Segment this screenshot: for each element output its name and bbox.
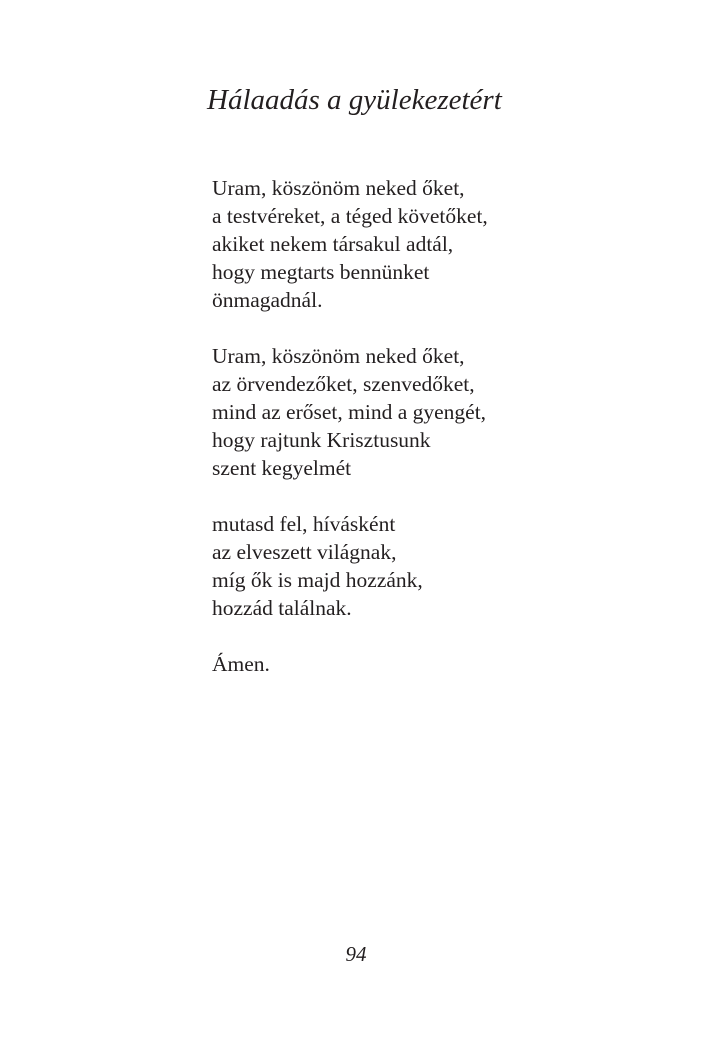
poem-line: önmagadnál. [212, 288, 323, 312]
poem-line: Uram, köszönöm neked őket, [212, 344, 465, 368]
stanza-4 [212, 650, 652, 678]
poem-line: míg ők is majd hozzánk, [212, 568, 423, 592]
poem-line: hogy rajtunk Krisztusunk [212, 428, 431, 452]
poem-body [212, 174, 652, 706]
poem-line: hozzád találnak. [212, 596, 352, 620]
stanza-3 [212, 510, 652, 622]
page-number: 94 [345, 942, 367, 966]
poem-line: mind az erőset, mind a gyengét, [212, 400, 487, 424]
poem-line: Uram, köszönöm neked őket, [212, 176, 465, 200]
poem-line: Ámen. [212, 652, 270, 676]
poem-title: Hálaadás a gyülekezetért [207, 84, 502, 116]
poem-line: akiket nekem társakul adtál, [212, 232, 454, 256]
poem-line: az elveszett világnak, [212, 540, 397, 564]
poem-line: szent kegyelmét [212, 456, 352, 480]
poem-line: az örvendezőket, szenvedőket, [212, 372, 475, 396]
stanza-2 [212, 342, 652, 482]
poem-line: a testvéreket, a téged követőket, [212, 204, 488, 228]
stanza-1 [212, 174, 652, 314]
poem-line: mutasd fel, hívásként [212, 512, 396, 536]
poem-line: hogy megtarts bennünket [212, 260, 430, 284]
